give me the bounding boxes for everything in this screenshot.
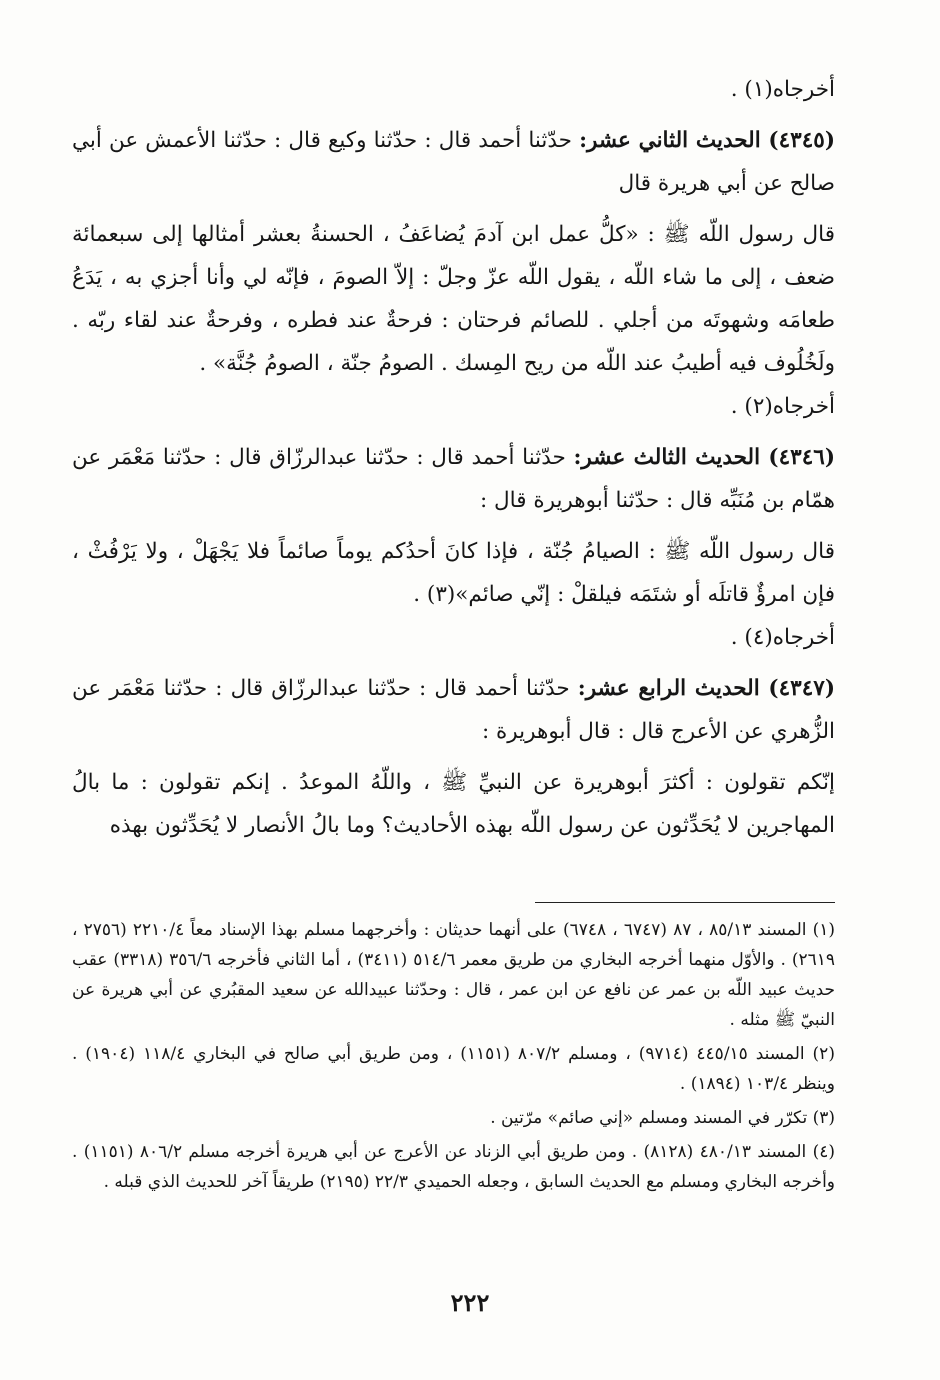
takhrij-line-1: أخرجاه(١) . [730, 77, 835, 102]
hadith-4347-heading: (٤٣٤٧) الحديث الرابع عشر: [577, 676, 835, 701]
page-number: ٢٢٢ [450, 1288, 490, 1317]
footnote-3: (٣) تكرّر في المسند ومسلم «إني صائم» مرّتين . [490, 1108, 835, 1128]
footnote-1: (١) المسند ٨٥/١٣ ، ٨٧ (٦٧٤٧ ، ٦٧٤٨) على أنهما حديثان : وأخرجهما مسلم بهذا الإسناد معاً ٢٢١٠/٤ (٢٧٥٦ ، ٢٦١٩) . والأوّل منهما أخرجه البخاري من طريق معمر ٥١٤/٦ (٣٤١١) ، أما الثاني فأخرجه ٣٥٦/٦ (٣٣١٨) عقب حديث عبيد اللّه بن عمر عن نافع عن ابن عمر ، قال : وحدّثنا عبيدالله عن سعيد المقبُري عن أبي هريرة عن النبيّ ﷺ مثله . [72, 920, 835, 1030]
footnotes [72, 915, 835, 1201]
hadith-4345-heading: (٤٣٤٥) الحديث الثاني عشر: [579, 128, 835, 153]
hadith-4347-isnad [72, 667, 835, 753]
footnote-separator [535, 902, 835, 903]
hadith-4345-takhrij: أخرجاه(٢) . [730, 394, 835, 419]
hadith-4346-matn: قال رسول اللّه ﷺ : الصيامُ جُنّة ، فإذا كانَ أحدُكم يوماً صائماً فلا يَجْهَلْ ، ولا يَرْفُثْ ، فإن امرؤٌ قاتلَه أو شتَمَه فيلقلْ : إنّي صائم»(٣) . [72, 539, 835, 607]
hadith-4346-takhrij: أخرجاه(٤) . [730, 625, 835, 650]
hadith-4347-isnad-text: حدّثنا أحمد قال : حدّثنا عبدالرزّاق قال : حدّثنا مَعْمَر عن الزُّهري عن الأعرج قال : قال أبوهريرة : [72, 676, 835, 744]
hadith-4346-isnad [72, 436, 835, 522]
hadith-4345-isnad [72, 119, 835, 205]
hadith-4345-matn: قال رسول اللّه ﷺ : «كلُّ عمل ابن آدمَ يُضاعَفُ ، الحسنةُ بعشر أمثالها إلى سبعمائة ضعف ، إلى ما شاء اللّه ، يقول اللّه عزّ وجلّ : إلاّ الصومَ ، فإنّه لي وأنا أجزي به ، يَدَعُ طعامَه وشهوتَه من أجلي . للصائم فرحتان : فرحةٌ عند فطره ، وفرحةٌ عند لقاء ربّه . ولَخُلُوف فيه أطيبُ عند اللّه من ريح المِسك . الصومُ جنّة ، الصومُ جُنَّة» . [72, 222, 835, 376]
footnote-4: (٤) المسند ٤٨٠/١٣ (٨١٢٨) . ومن طريق أبي الزناد عن الأعرج عن أبي هريرة أخرجه مسلم ٨٠٦/٢ (١١٥١) . وأخرجه البخاري ومسلم مع الحديث السابق ، وجعله الحميدي ٢٢/٣ (٢١٩٥) طريقاً آخر للحديث الذي قبله . [72, 1142, 835, 1192]
hadith-4346-isnad-text: حدّثنا أحمد قال : حدّثنا عبدالرزّاق قال : حدّثنا مَعْمَر عن همّام بن مُنَبِّه قال : حدّثنا أبوهريرة قال : [72, 445, 835, 513]
hadith-4346-heading: (٤٣٤٦) الحديث الثالث عشر: [573, 445, 835, 470]
hadith-4347-matn: إنّكم تقولون : أكثرَ أبوهريرة عن النبيِّ ﷺ ، واللّهُ الموعدُ . إنكم تقولون : ما بالُ المهاجرين لا يُحَدِّثون عن رسول اللّه بهذه الأحاديث؟ وما بالُ الأنصار لا يُحَدِّثون بهذه [72, 770, 835, 838]
hadith-4345-isnad-text: حدّثنا أحمد قال : حدّثنا وكيع قال : حدّثنا الأعمش عن أبي صالح عن أبي هريرة قال [72, 128, 835, 196]
footnote-2: (٢) المسند ٤٤٥/١٥ (٩٧١٤) ، ومسلم ٨٠٧/٢ (١١٥١) ، ومن طريق أبي صالح في البخاري ١١٨/٤ (١٩٠٤) . وينظر ١٠٣/٤ (١٨٩٤) . [72, 1044, 835, 1094]
